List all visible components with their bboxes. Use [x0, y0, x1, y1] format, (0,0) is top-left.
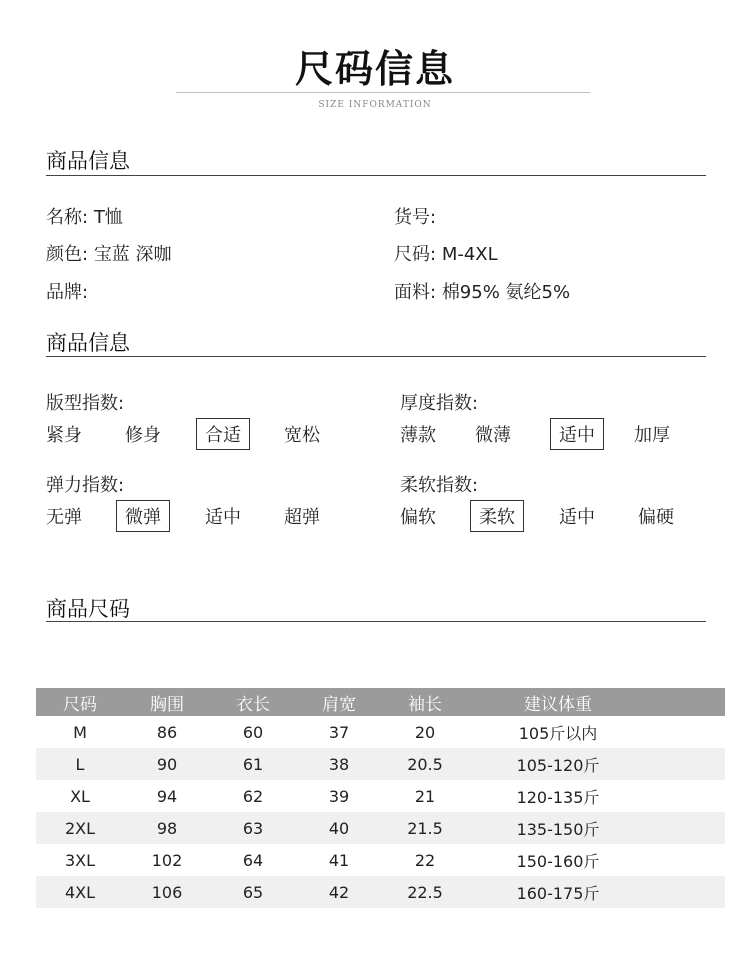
table-cell: 20	[414, 722, 436, 742]
column-header: 建议体重	[468, 688, 648, 716]
indices-heading: 商品信息	[46, 331, 130, 355]
fit-option: 紧身	[46, 425, 82, 446]
table-cell: 90	[124, 748, 210, 780]
elasticity-option: 适中	[205, 507, 241, 528]
fabric-field	[394, 278, 570, 304]
size-chart-heading: 商品尺码	[46, 597, 130, 621]
table-row	[36, 876, 725, 908]
softness-index-label: 柔软指数:	[400, 475, 479, 496]
fit-option-selected: 合适	[196, 418, 250, 450]
table-cell: 21.5	[382, 812, 468, 844]
table-cell: 21	[414, 786, 436, 806]
elasticity-option-selected: 微弹	[116, 500, 170, 532]
brand-field	[46, 278, 88, 304]
table-cell: 2XL	[36, 812, 124, 844]
table-cell: 3XL	[64, 850, 96, 870]
thickness-option: 加厚	[634, 425, 670, 446]
column-header-empty	[648, 688, 725, 716]
name-field	[46, 203, 123, 229]
thickness-option-selected: 适中	[550, 418, 604, 450]
thickness-option: 薄款	[400, 425, 436, 446]
table-cell: 86	[156, 722, 178, 742]
table-cell: 41	[328, 850, 350, 870]
table-cell-empty	[648, 716, 725, 748]
color-label: 颜色:	[46, 244, 89, 265]
color-field	[46, 240, 172, 266]
table-cell: 37	[328, 722, 350, 742]
column-header: 衣长	[210, 688, 296, 716]
table-cell: 39	[328, 786, 350, 806]
table-cell: 4XL	[36, 876, 124, 908]
item-no-label: 货号:	[394, 207, 437, 228]
table-cell: 40	[296, 812, 382, 844]
elasticity-index-label: 弹力指数:	[46, 475, 125, 496]
table-cell: 105斤以内	[518, 723, 598, 743]
color-value: 宝蓝 深咖	[93, 244, 172, 265]
table-cell: 94	[156, 786, 178, 806]
table-cell: 42	[296, 876, 382, 908]
table-cell: 120-135斤	[516, 787, 600, 807]
thickness-option: 微薄	[475, 425, 511, 446]
table-cell: 102	[151, 850, 183, 870]
table-row	[36, 812, 725, 844]
brand-label: 品牌:	[46, 282, 89, 303]
name-value: T恤	[93, 207, 123, 228]
table-cell: 62	[242, 786, 264, 806]
table-cell: 160-175斤	[468, 876, 648, 908]
size-value: M-4XL	[441, 244, 498, 265]
size-field	[394, 240, 498, 266]
table-cell-empty	[648, 748, 725, 780]
table-cell: 22	[414, 850, 436, 870]
item-no-field	[394, 203, 436, 229]
product-info-divider	[46, 175, 706, 176]
table-cell: 38	[296, 748, 382, 780]
page-subtitle: SIZE INFORMATION	[318, 100, 432, 110]
table-cell: XL	[70, 786, 90, 806]
thickness-index-label: 厚度指数:	[400, 393, 479, 414]
table-cell: L	[36, 748, 124, 780]
size-label: 尺码:	[394, 244, 437, 265]
table-cell: 106	[124, 876, 210, 908]
table-row	[36, 780, 725, 812]
table-cell: 61	[210, 748, 296, 780]
elasticity-option: 超弹	[284, 507, 320, 528]
table-cell: 60	[242, 722, 264, 742]
column-header: 肩宽	[296, 688, 382, 716]
fit-option: 修身	[125, 425, 161, 446]
table-row	[36, 748, 725, 780]
table-cell: 135-150斤	[468, 812, 648, 844]
table-cell: 20.5	[382, 748, 468, 780]
fit-option: 宽松	[284, 425, 320, 446]
fabric-value: 棉95% 氨纶5%	[441, 282, 571, 303]
product-info-heading: 商品信息	[46, 149, 130, 173]
softness-option-selected: 柔软	[470, 500, 524, 532]
table-cell-empty	[648, 844, 725, 876]
size-table	[36, 688, 725, 908]
table-row	[36, 844, 725, 876]
column-header: 尺码	[36, 688, 124, 716]
fabric-label: 面料:	[394, 282, 437, 303]
table-row	[36, 716, 725, 748]
fit-index-label: 版型指数:	[46, 393, 125, 414]
page-title: 尺码信息	[294, 47, 455, 91]
table-cell: 65	[210, 876, 296, 908]
table-cell-empty	[648, 812, 725, 844]
column-header: 胸围	[124, 688, 210, 716]
softness-option: 偏硬	[638, 507, 674, 528]
indices-divider	[46, 356, 706, 357]
table-cell: 98	[124, 812, 210, 844]
table-cell: M	[73, 722, 87, 742]
column-header: 袖长	[382, 688, 468, 716]
table-cell: 64	[242, 850, 264, 870]
table-cell: 150-160斤	[516, 851, 600, 871]
softness-option: 适中	[559, 507, 595, 528]
elasticity-option: 无弹	[46, 507, 82, 528]
title-divider	[176, 92, 590, 93]
softness-option: 偏软	[400, 507, 436, 528]
table-cell-empty	[648, 780, 725, 812]
size-chart-divider	[46, 621, 706, 622]
table-cell: 22.5	[382, 876, 468, 908]
table-cell: 63	[210, 812, 296, 844]
table-header-row	[36, 688, 725, 716]
name-label: 名称:	[46, 207, 89, 228]
table-cell-empty	[648, 876, 725, 908]
table-cell: 105-120斤	[468, 748, 648, 780]
